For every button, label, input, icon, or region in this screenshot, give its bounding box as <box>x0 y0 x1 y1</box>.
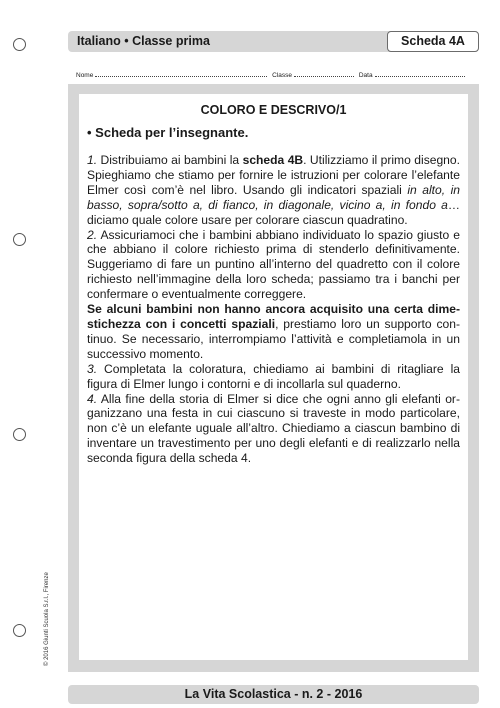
binder-hole <box>13 624 26 637</box>
page-title: COLORO E DESCRIVO/1 <box>200 103 347 117</box>
paragraph-4: 4. Alla fine della storia di Elmer si dice che ogni anno gli elefanti organizzano una festa in cui ciascuno si traveste in modo particolare, non c’è un elefante uguale all’altro. Chiediamo a ciascun bambino di inventare un travestimento per uno degli elefanti e di realizzarlo nella seconda figura della scheda 4. <box>87 391 460 466</box>
date-label: Data <box>358 72 373 79</box>
subheading: • Scheda per l’insegnante. <box>87 125 249 140</box>
copyright-notice: © 2016 Giunti Scuola S.r.l., Firenze <box>44 572 50 666</box>
footer-bar: La Vita Scolastica - n. 2 - 2016 <box>68 685 479 704</box>
header-bar <box>68 31 479 52</box>
name-class-date-line <box>76 70 468 79</box>
paragraph-2-note: Se alcuni bambini non hanno ancora acquisito una certa dimestichezza con i concetti spaziali, prestiamo loro un supporto continuo. Se necessario, interrompiamo l’attività e completiamola in un successivo momento. <box>87 302 460 361</box>
date-field[interactable] <box>375 70 465 77</box>
class-label: Classe <box>272 72 293 79</box>
paragraph-2: 2. Assicuriamoci che i bambini abbiano individuato lo spazio giusto e che abbiano il colore richiesto prima di stenderlo definitivamente. Suggeriamo di fare un puntino all’interno del quadretto con il colore richiesto nell’immagine della loro scheda; passiamo tra i banchi per confermare o eventualmente correggere. <box>87 227 460 302</box>
paragraph-1: 1. Distribuiamo ai bambini la scheda 4B. Utilizziamo il primo disegno. Spieghiamo che stiamo per fornire le istruzioni per colorare l’elefante Elmer così com’è nel libro. Usando gli indicatori spaziali in alto, in basso, sopra/sotto a, di fianco, in diagonale, vicino a, in fondo a… diciamo quale colore usare per colorare ciascun quadratino. <box>87 153 460 227</box>
binder-hole <box>13 428 26 441</box>
name-field[interactable] <box>95 70 267 77</box>
paragraph-3: 3. Completata la coloratura, chiediamo ai bambini di ritagliare la figura di Elmer lungo i contorni e di incollarla sul quaderno. <box>87 361 460 391</box>
instructions-text <box>87 153 460 466</box>
subject-label: Italiano • Classe prima <box>77 34 210 48</box>
content-box <box>79 94 468 660</box>
class-field[interactable] <box>294 70 354 77</box>
binder-hole <box>13 233 26 246</box>
sheet-badge: Scheda 4A <box>387 31 479 52</box>
binder-hole <box>13 38 26 51</box>
name-label: Nome <box>76 72 94 79</box>
